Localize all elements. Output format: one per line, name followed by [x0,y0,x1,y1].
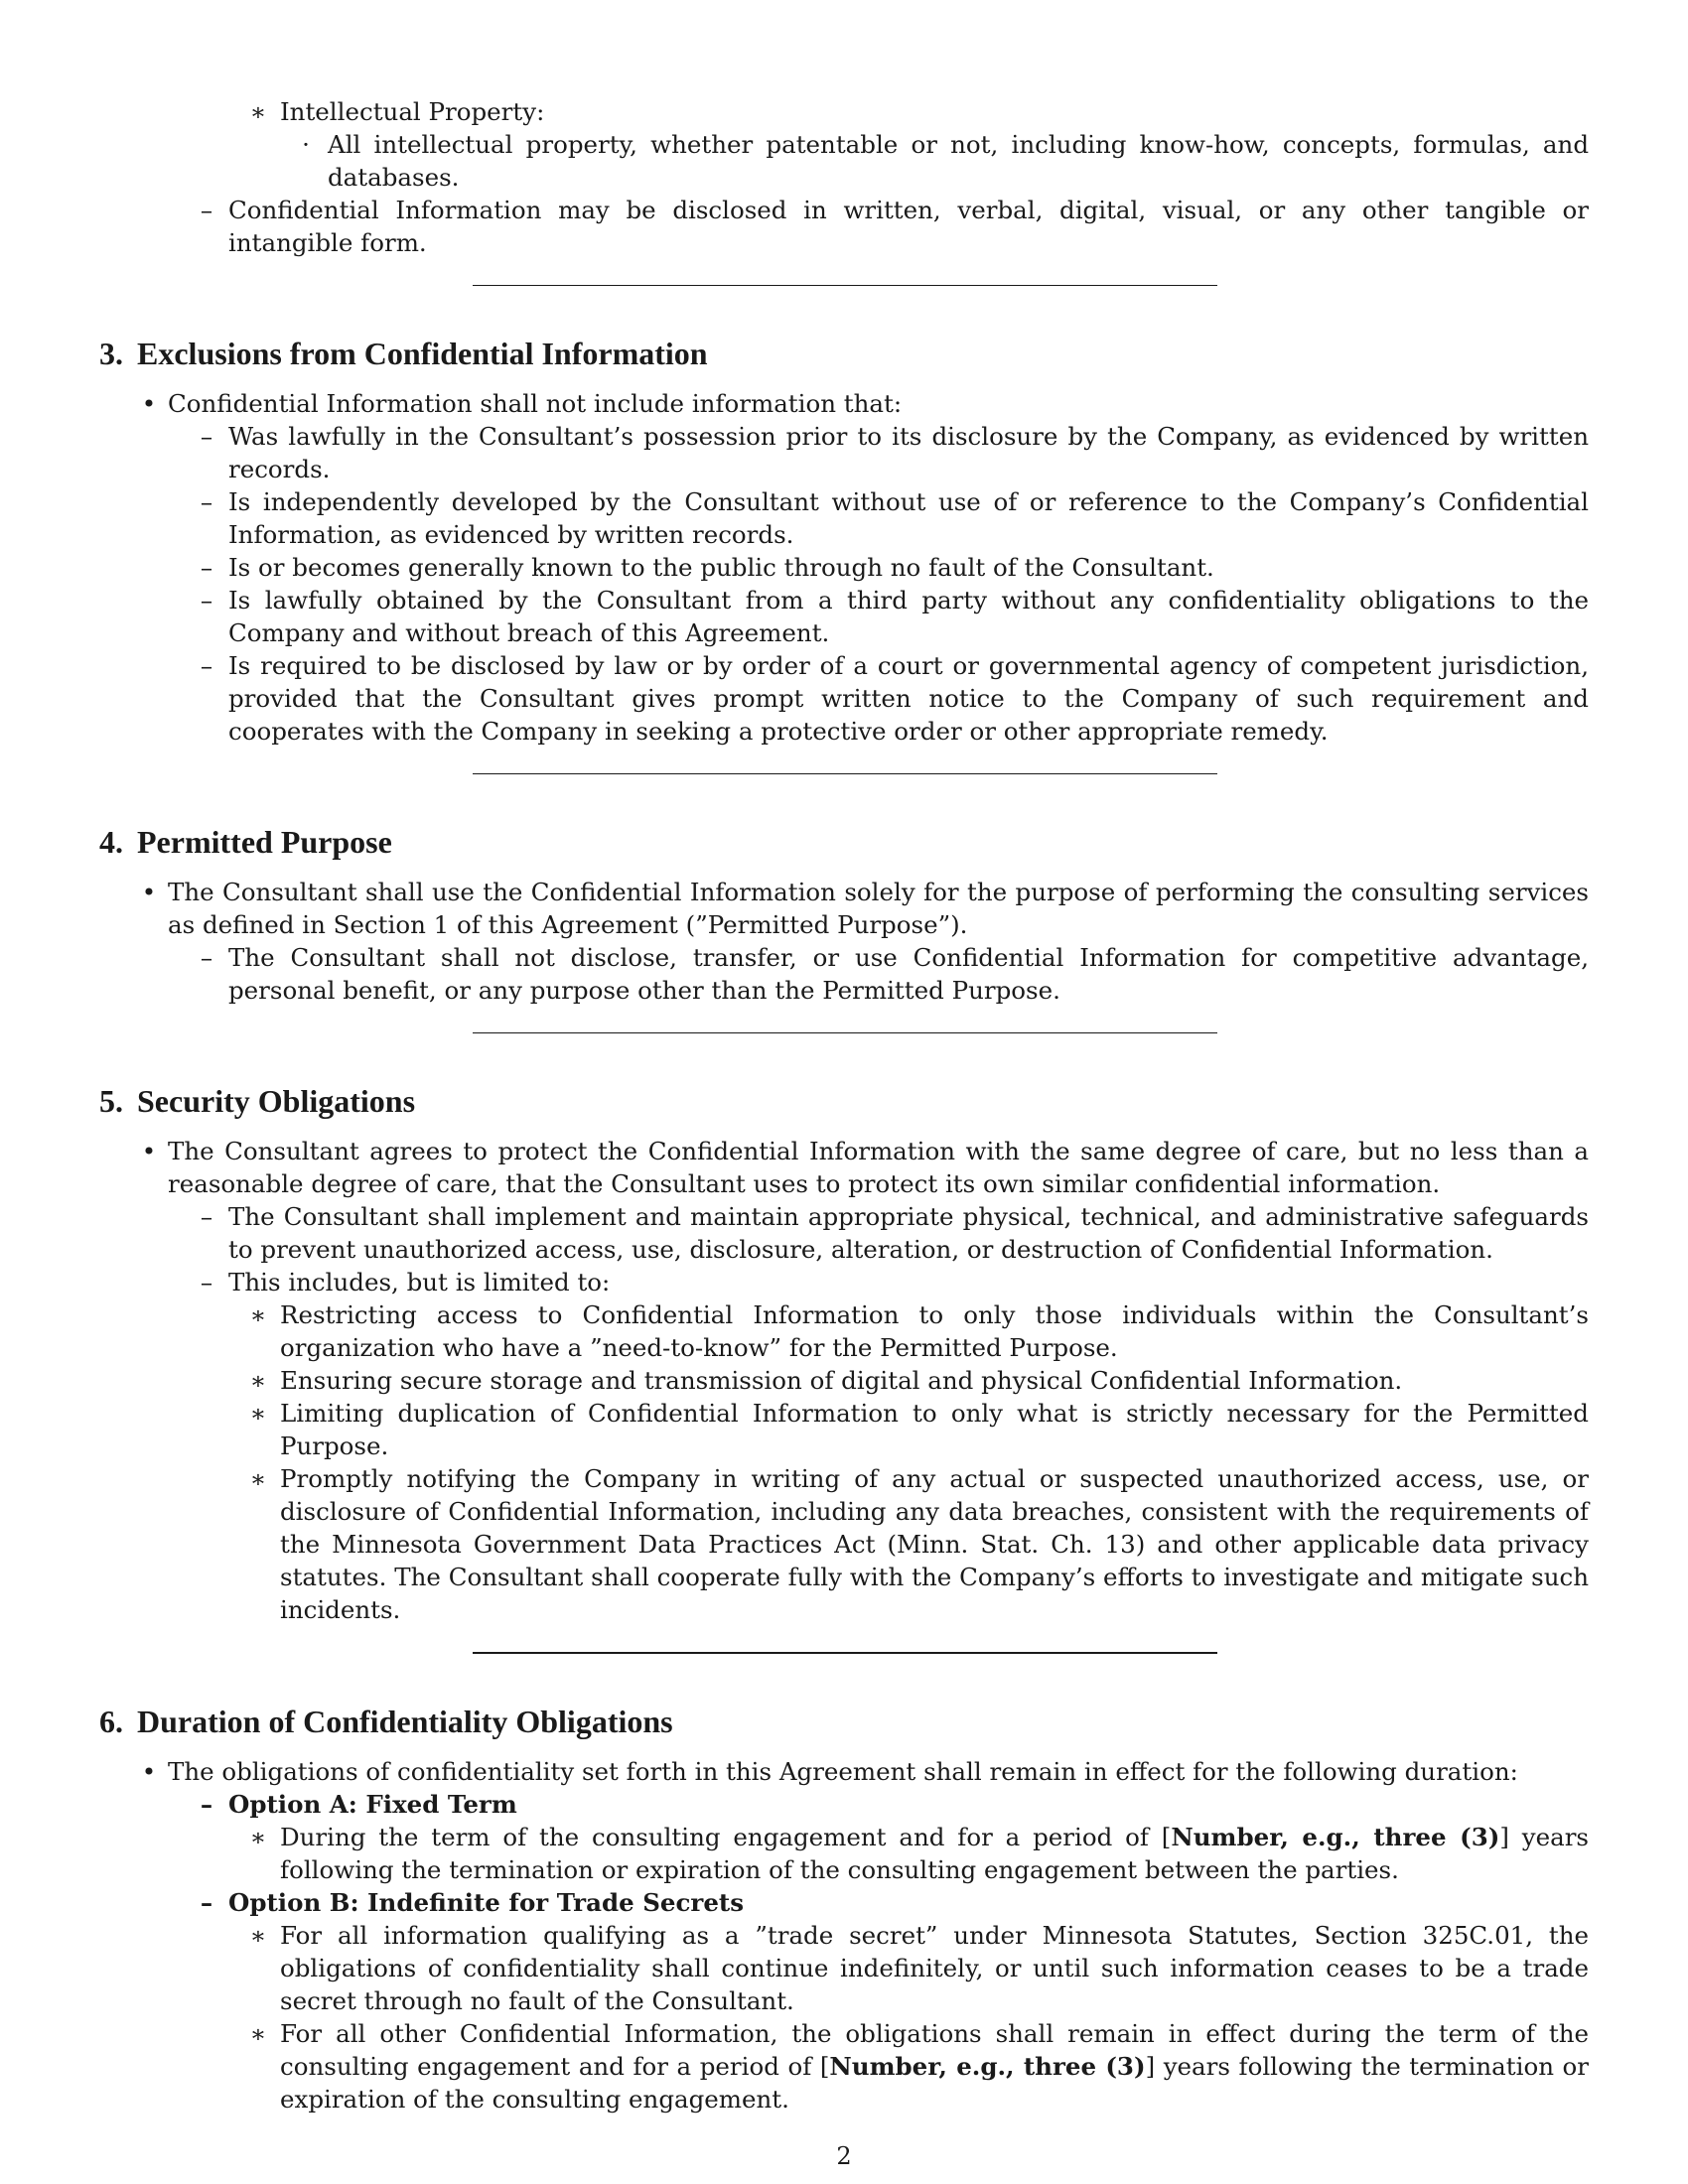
security-measure-text: Promptly notifying the Company in writing of any actual or suspected unauthorized access, use, or disclosure of Confidential Information, including any data breaches, consistent with the requirements of the Minnesota Government Data Practices Act (Minn. Stat. Ch. 13) and other applicable data privacy statutes. The Consultant shall cooperate fully with the Company’s efforts to investigate and mitigate such incidents. [280,1464,1589,1624]
list-item [99,1135,1589,1200]
section-number: 6. [99,1704,123,1739]
ip-heading: Intellectual Property: [280,97,545,126]
list-item [99,387,1589,420]
list-item [99,420,1589,485]
list-item [99,2017,1589,2116]
list-item [99,1364,1589,1397]
section-divider [473,773,1217,774]
document-page [99,95,1589,2116]
section-number: 5. [99,1083,123,1119]
option-b-label: Option B: Indefinite for Trade Secrets [228,1888,745,1917]
option-a-text: During the term of the consulting engagement and for a period of [ [280,1823,1172,1851]
list-item [99,1462,1589,1626]
section-title: Security Obligations [137,1083,416,1119]
section-intro: The Consultant agrees to protect the Confidential Information with the same degree of care, but no less than a reasonable degree of care, that the Consultant uses to protect its own similar confidential information. [168,1137,1589,1198]
option-a-text: ] years following the termination or expiration of the consulting engagement between the parties. [280,1823,1589,1884]
list-item [99,128,1589,194]
section-divider [473,1032,1217,1033]
dash-bullet-icon: – [200,553,213,582]
section-intro: Confidential Information shall not include information that: [168,389,903,418]
list-item [99,194,1589,259]
section-title: Exclusions from Confidential Information [137,336,708,371]
list-item [99,1821,1589,1886]
list-item [99,1755,1589,1788]
section-number: 4. [99,824,123,860]
asterisk-bullet-icon: ∗ [249,1823,267,1851]
list-item [99,649,1589,748]
list-item [99,1919,1589,2017]
exclusion-text: Is or becomes generally known to the public through no fault of the Consultant. [228,553,1214,582]
list-item [99,1298,1589,1364]
section-number: 3. [99,336,123,371]
round-bullet-icon: • [141,389,157,418]
dash-bullet-icon: – [200,196,213,224]
round-bullet-icon: • [141,1757,157,1786]
section-heading-3 [99,334,1589,373]
trade-secret-text: For all information qualifying as a ”trade secret” under Minnesota Statutes, Section 325C.01, the obligations of confidentiality shall continue indefinitely, or until such information ceases to be a trade secret through no fault of the Consultant. [280,1921,1589,2015]
option-b-text: ] years following the termination or expiration of the consulting engagement. [280,2052,1590,2114]
section-intro: The obligations of confidentiality set forth in this Agreement shall remain in effect for the following duration: [168,1757,1518,1786]
dash-bullet-icon: – [200,487,213,516]
term-placeholder: Number, e.g., three (3) [1171,1823,1500,1851]
section-divider [473,1652,1217,1654]
dash-bullet-icon: – [200,1888,213,1917]
section-title: Duration of Confidentiality Obligations [137,1704,673,1739]
exclusion-text: Is required to be disclosed by law or by order of a court or governmental agency of competent jurisdiction, provided that the Consultant gives prompt written notice to the Company of such requirement and cooperates with the Company in seeking a protective order or other appropriate remedy. [228,651,1589,746]
dash-bullet-icon: – [200,422,213,451]
asterisk-bullet-icon: ∗ [249,1399,267,1428]
security-measure-text: Limiting duplication of Confidential Information to only what is strictly necessary for the Permitted Purpose. [280,1399,1589,1460]
exclusion-text: Was lawfully in the Consultant’s possession prior to its disclosure by the Company, as evidenced by written records. [228,422,1589,483]
dot-bullet-icon: · [302,130,310,159]
list-item [99,876,1589,941]
asterisk-bullet-icon: ∗ [249,1300,267,1329]
section-heading-5 [99,1081,1589,1121]
option-b-text: For all other Confidential Information, the obligations shall remain in effect during the term of the consulting engagement and for a period of [ [280,2019,1589,2081]
list-item [99,1788,1589,1821]
section-divider [473,285,1217,286]
security-measure-text: Restricting access to Confidential Information to only those individuals within the Consultant’s organization who have a ”need-to-know” for the Permitted Purpose. [280,1300,1589,1362]
page-number: 2 [836,2142,852,2170]
asterisk-bullet-icon: ∗ [249,2019,267,2048]
list-item [99,1397,1589,1462]
list-item [99,95,1589,128]
dash-bullet-icon: – [200,1202,213,1231]
exclusion-text: Is lawfully obtained by the Consultant from a third party without any confidentiality obligations to the Company and without breach of this Agreement. [228,586,1589,647]
dash-bullet-icon: – [200,1790,213,1819]
safeguards-text: The Consultant shall implement and maintain appropriate physical, technical, and administrative safeguards to prevent unauthorized access, use, disclosure, alteration, or destruction of Confidential Information. [228,1202,1589,1264]
list-item [99,1886,1589,1919]
option-a-label: Option A: Fixed Term [228,1790,517,1819]
asterisk-bullet-icon: ∗ [249,1464,267,1493]
section-heading-6 [99,1702,1589,1741]
includes-intro: This includes, but is limited to: [228,1268,611,1297]
section-heading-4 [99,822,1589,862]
list-item [99,1266,1589,1298]
dash-bullet-icon: – [200,586,213,614]
section-title: Permitted Purpose [137,824,392,860]
round-bullet-icon: • [141,1137,157,1165]
purpose-restriction-text: The Consultant shall not disclose, transfer, or use Confidential Information for competitive advantage, personal benefit, or any purpose other than the Permitted Purpose. [228,943,1589,1005]
list-item [99,1200,1589,1266]
round-bullet-icon: • [141,878,157,906]
dash-bullet-icon: – [200,943,213,972]
list-item [99,551,1589,584]
asterisk-bullet-icon: ∗ [249,97,267,126]
dash-bullet-icon: – [200,651,213,680]
dash-bullet-icon: – [200,1268,213,1297]
list-item [99,941,1589,1007]
disclosure-form-text: Confidential Information may be disclosed in written, verbal, digital, visual, or any other tangible or intangible form. [228,196,1589,257]
exclusion-text: Is independently developed by the Consultant without use of or reference to the Company’s Confidential Information, as evidenced by written records. [228,487,1589,549]
security-measure-text: Ensuring secure storage and transmission of digital and physical Confidential Information. [280,1366,1403,1395]
ip-detail: All intellectual property, whether patentable or not, including know-how, concepts, formulas, and databases. [328,130,1589,192]
asterisk-bullet-icon: ∗ [249,1366,267,1395]
list-item [99,584,1589,649]
asterisk-bullet-icon: ∗ [249,1921,267,1950]
section-intro: The Consultant shall use the Confidential Information solely for the purpose of performing the consulting services as defined in Section 1 of this Agreement (”Permitted Purpose”). [168,878,1589,939]
term-placeholder: Number, e.g., three (3) [829,2052,1146,2081]
list-item [99,485,1589,551]
